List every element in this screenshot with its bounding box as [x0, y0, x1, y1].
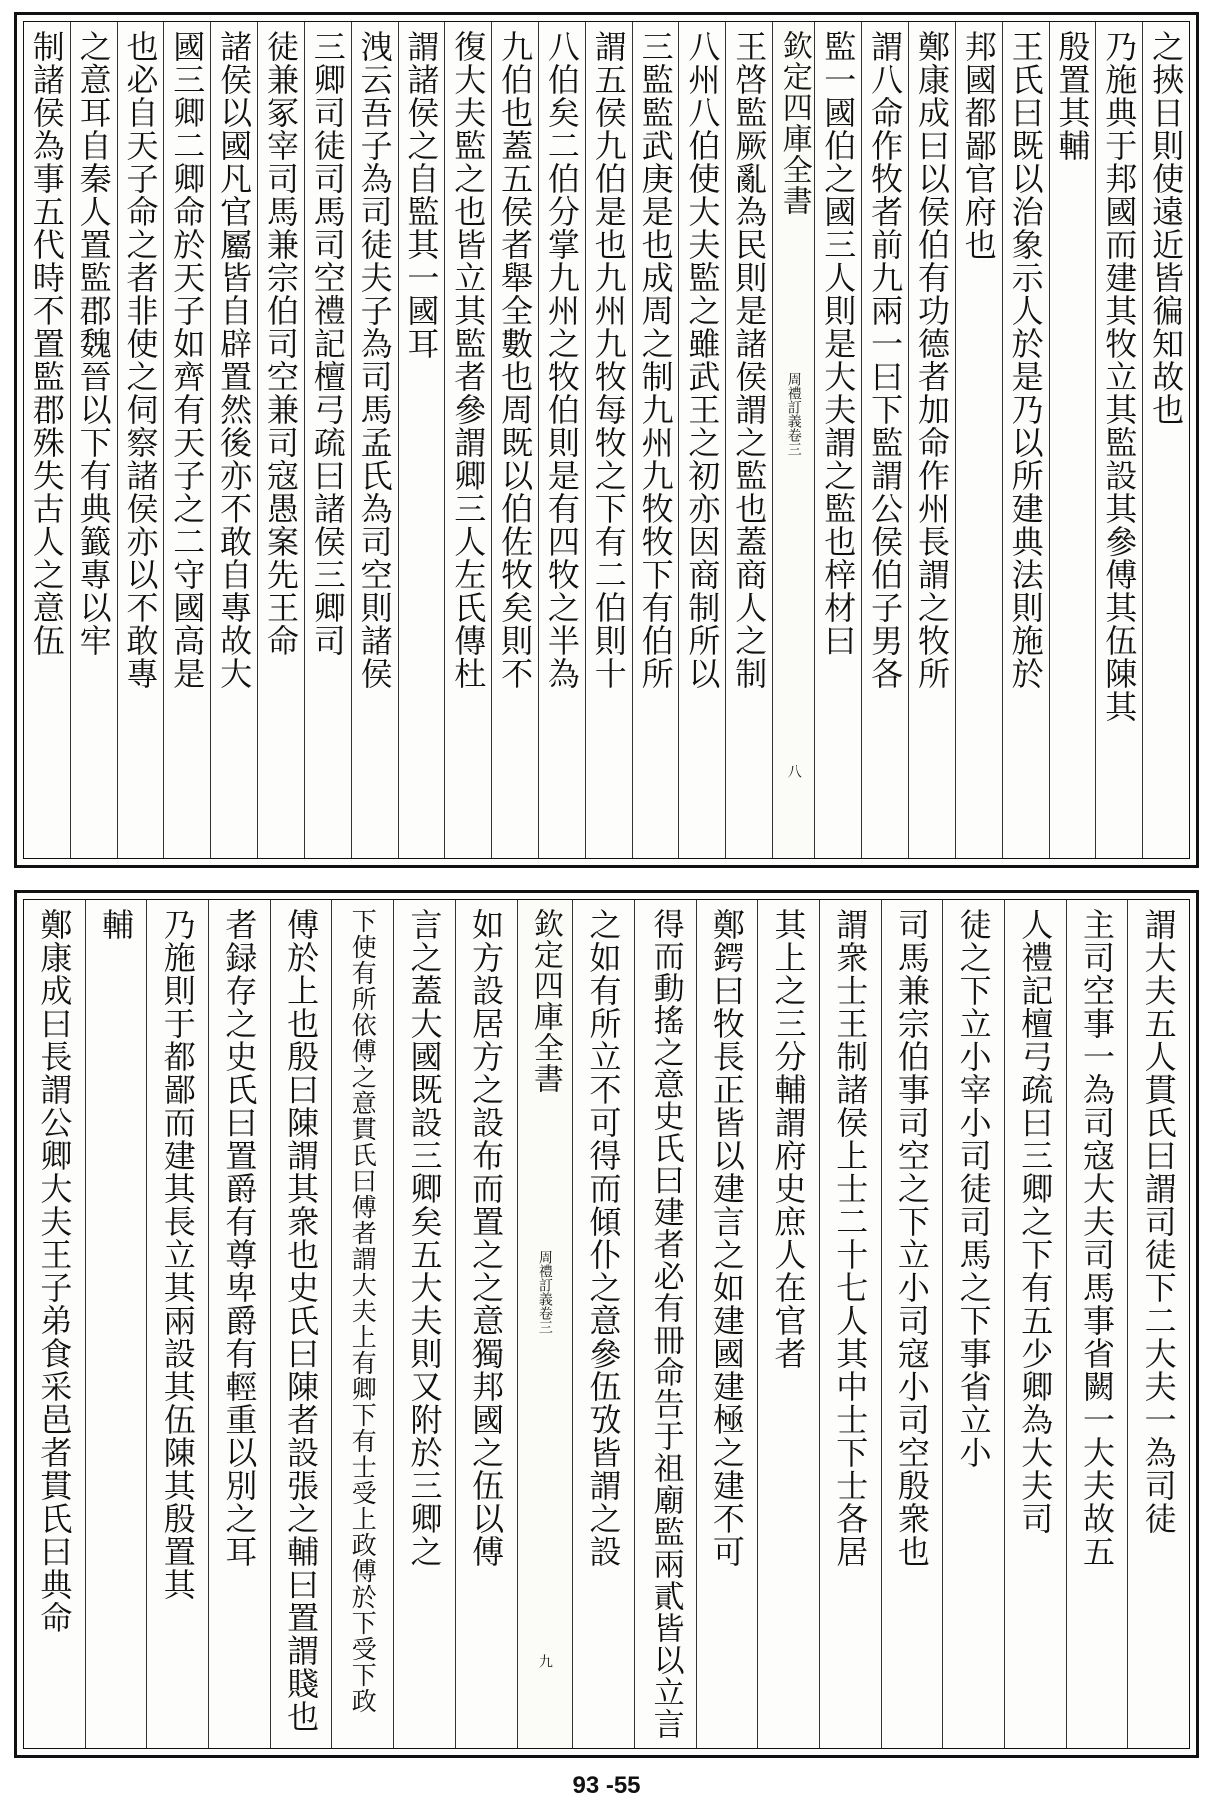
- column-text: 王氏曰既以治象示人於是乃以所建典法則施於: [1006, 30, 1045, 690]
- column-text: 八伯矣二伯分掌九州之牧伯則是有四牧之半為: [542, 30, 581, 690]
- text-column: [393, 900, 455, 1748]
- column-text: 乃施典于邦國而建其牧立其監設其參傅其伍陳其: [1100, 30, 1139, 723]
- text-column: [585, 22, 632, 858]
- column-text: 謂諸侯之自監其一國耳: [402, 30, 441, 360]
- top-text-columns: [24, 22, 1189, 858]
- column-text: 者録存之史氏曰置爵有尊卑爵有輕重以別之耳: [220, 908, 259, 1568]
- text-column: [444, 22, 491, 858]
- top-page-frame: [14, 12, 1199, 868]
- text-column: [117, 22, 164, 858]
- column-text: 三卿司徒司馬司空禮記檀弓疏曰諸侯三卿司: [308, 30, 347, 657]
- column-text: 人禮記檀弓疏曰三卿之下有五少卿為大夫司: [1016, 908, 1055, 1535]
- center-header-column: [517, 900, 573, 1748]
- text-column: [24, 900, 85, 1748]
- column-text: 謂衆士王制諸侯上士二十七人其中士下士各居: [831, 908, 870, 1568]
- text-column: [351, 22, 398, 858]
- column-text: 之如有所立不可得而傾仆之意參伍攷皆謂之設: [584, 908, 623, 1568]
- column-text: 王啓監厥亂為民則是諸侯謂之監也蓋商人之制: [730, 30, 769, 690]
- column-text: 鄭康成曰長謂公卿大夫王子弟食采邑者貫氏曰典命: [35, 908, 74, 1634]
- text-column: [678, 22, 725, 858]
- column-text: 之挾日則使遠近皆徧知故也: [1147, 30, 1186, 426]
- text-column: [398, 22, 445, 858]
- text-column: [70, 22, 117, 858]
- text-column: [538, 22, 585, 858]
- column-text: 也必自天子命之者非使之伺察諸侯亦以不敢專: [121, 30, 160, 690]
- column-text: 傅於上也殷曰陳謂其衆也史氏曰陳者設張之輔曰置謂賤也: [282, 908, 321, 1733]
- book-title: 欽定四庫全書: [527, 908, 563, 1094]
- text-column: [908, 22, 955, 858]
- column-text: 徒兼冢宰司馬兼宗伯司空兼司寇愚案先王命: [261, 30, 300, 657]
- bottom-page-frame: [14, 890, 1199, 1758]
- text-column: [491, 22, 538, 858]
- column-text: 謂五侯九伯是也九州九牧每牧之下有二伯則十: [589, 30, 628, 690]
- column-text: 之意耳自秦人置監郡魏晉以下有典籖專以牢: [74, 30, 113, 657]
- text-column: [146, 900, 208, 1748]
- column-text: 鄭鍔曰牧長正皆以建言之如建國建極之建不可: [707, 908, 746, 1568]
- text-column: [331, 900, 393, 1748]
- bottom-text-columns: [24, 900, 1189, 1748]
- text-column: [24, 22, 70, 858]
- column-text: 邦國都鄙官府也: [959, 30, 998, 261]
- column-text: 殷置其輔: [1053, 30, 1092, 162]
- text-column: [1142, 22, 1189, 858]
- text-column: [270, 900, 332, 1748]
- text-column: [861, 22, 908, 858]
- column-text: 如方設居方之設布而置之之意獨邦國之伍以傅: [467, 908, 506, 1568]
- column-text: 輔: [97, 908, 136, 941]
- column-text: 洩云吾子為司徒夫子為司馬孟氏為司空則諸侯: [355, 30, 394, 690]
- text-column: [257, 22, 304, 858]
- column-text: 徒之下立小宰小司徒司馬之下事省立小: [954, 908, 993, 1469]
- column-text: 乃施則于都鄙而建其長立其兩設其伍陳其殷置其: [158, 908, 197, 1601]
- text-column: [1004, 900, 1066, 1748]
- column-text: 監一國伯之國三人則是大夫謂之監也梓材曰: [819, 30, 858, 657]
- column-text: 八州八伯使大夫監之雖武王之初亦因商制所以: [683, 30, 722, 690]
- text-column: [634, 900, 696, 1748]
- column-text: 其上之三分輔謂府史庶人在官者: [769, 908, 808, 1370]
- volume-label: 周禮訂義卷三: [536, 1250, 553, 1334]
- book-title: 欽定四庫全書: [776, 30, 812, 216]
- column-text: 謂八命作牧者前九兩一曰下監謂公侯伯子男各: [866, 30, 905, 690]
- text-column: [1049, 22, 1096, 858]
- text-column: [881, 900, 943, 1748]
- text-column: [304, 22, 351, 858]
- page-footer: 93 -55: [572, 1772, 641, 1799]
- text-column: [696, 900, 758, 1748]
- column-text: 制諸侯為事五代時不置監郡殊失古人之意伍: [27, 30, 66, 657]
- text-column: [814, 22, 861, 858]
- column-text: 諸侯以國凡官屬皆自辟置然後亦不敢自專故大: [215, 30, 254, 690]
- column-text: 言之蓋大國既設三卿矣五大夫則又附於三卿之: [405, 908, 444, 1568]
- text-column: [208, 900, 270, 1748]
- page-number: 九: [536, 1654, 553, 1668]
- column-text: 國三卿二卿命於天子如齊有天子之二守國高是: [168, 30, 207, 690]
- text-column: [632, 22, 679, 858]
- center-header-column: [772, 22, 814, 858]
- volume-label: 周禮訂義卷三: [785, 372, 802, 456]
- text-column: [955, 22, 1002, 858]
- text-column: [1127, 900, 1189, 1748]
- text-column: [1066, 900, 1128, 1748]
- text-column: [757, 900, 819, 1748]
- text-column: [819, 900, 881, 1748]
- column-text: 三監監武庚是也成周之制九州九牧牧下有伯所: [636, 30, 675, 690]
- column-text: 主司空事一為司寇大夫司馬事省闕一大夫故五: [1077, 908, 1116, 1568]
- text-column: [1002, 22, 1049, 858]
- text-column: [725, 22, 772, 858]
- text-column: [572, 900, 634, 1748]
- page-number: 八: [785, 764, 802, 778]
- column-text: 鄭康成曰以侯伯有功德者加命作州長謂之牧所: [912, 30, 951, 690]
- column-text: 下使有所依傅之意貫氏曰傅者謂大夫上有卿下有士受上政傅於下受下政: [348, 908, 378, 1714]
- text-column: [163, 22, 210, 858]
- text-column: [1095, 22, 1142, 858]
- column-text: 九伯也蓋五侯者舉全數也周既以伯佐牧矣則不: [496, 30, 535, 690]
- text-column: [942, 900, 1004, 1748]
- column-text: 得而動搖之意史氏曰建者必有冊命告于祖廟監兩貳皆以立言: [647, 908, 684, 1740]
- text-column: [85, 900, 147, 1748]
- text-column: [455, 900, 517, 1748]
- text-column: [210, 22, 257, 858]
- column-text: 謂大夫五人貫氏曰謂司徒下二大夫一為司徒: [1139, 908, 1178, 1535]
- column-text: 司馬兼宗伯事司空之下立小司寇小司空殷衆也: [892, 908, 931, 1568]
- column-text: 復大夫監之也皆立其監者參謂卿三人左氏傳杜: [449, 30, 488, 690]
